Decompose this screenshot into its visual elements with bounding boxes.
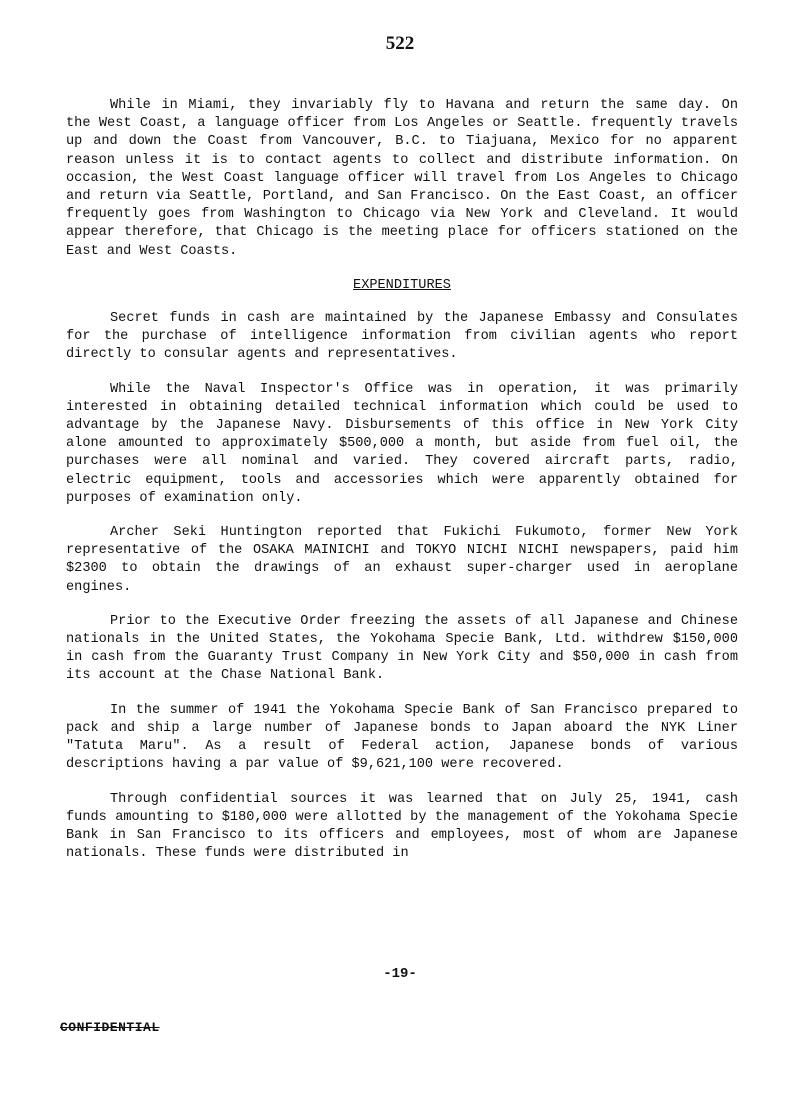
page-number: 522 (385, 33, 415, 54)
paragraph-huntington: Archer Seki Huntington reported that Fukichi Fukumoto, former New York representative of the OSAKA MAINICHI and TOKYO NICHI NICHI newspapers, paid him $2300 to obtain the drawings of an exhaust super-charger used in aeroplane engines. (66, 525, 738, 595)
paragraph-bonds: In the summer of 1941 the Yokohama Specie Bank of San Francisco prepared to pack and ship a large number of Japanese bonds to Japan aboard the NYK Liner "Tatuta Maru". As a result of Federal action, Japanese bonds of various descriptions having a par value of $9,621,100 were recovered. (66, 702, 738, 773)
section-heading-expenditures: EXPENDITURES (353, 277, 451, 293)
document-body (66, 97, 738, 879)
paragraph-naval-inspector: While the Naval Inspector's Office was in operation, it was primarily interested in obtaining detailed technical information which could be used to advantage by the Japanese Navy. Disbursements of this office in New York City alone amounted to approximately $500,000 a month, but aside from fuel oil, the purchases were all nominal and varied. They covered aircraft parts, radio, electric equipment, tools and accessories which were apparently obtained for purposes of examination only. (66, 381, 738, 506)
paragraph-cash-funds: Through confidential sources it was learned that on July 25, 1941, cash funds amounting to $180,000 were allotted by the management of the Yokohama Specie Bank in San Francisco to its officers and employees, most of whom are Japanese nationals. These funds were distributed in (66, 791, 738, 862)
classification-stamp: CONFIDENTIAL (60, 1020, 160, 1035)
paragraph-executive-order: Prior to the Executive Order freezing the assets of all Japanese and Chinese nationals in the United States, the Yokohama Specie Bank, Ltd. withdrew $150,000 in cash from the Guaranty Trust Company in New York City and $50,000 in cash from its account at the Chase National Bank. (66, 613, 738, 684)
paragraph-secret-funds: Secret funds in cash are maintained by the Japanese Embassy and Consulates for the purchase of intelligence information from civilian agents who report directly to consular agents and representatives. (66, 311, 738, 363)
footer-page-number: -19- (383, 966, 417, 982)
paragraph-travel: While in Miami, they invariably fly to Havana and return the same day. On the West Coast, a language officer from Los Angeles or Seattle. frequently travels up and down the Coast from Vancouver, B.C. to Tiajuana, Mexico for no apparent reason unless it is to contact agents to collect and distribute information. On occasion, the West Coast language officer will travel from Los Angeles to Chicago and return via Seattle, Portland, and San Francisco. On the East Coast, an officer frequently goes from Washington to Chicago via New York and Cleveland. It would appear therefore, that Chicago is the meeting place for officers stationed on the East and West Coasts. (66, 98, 738, 259)
